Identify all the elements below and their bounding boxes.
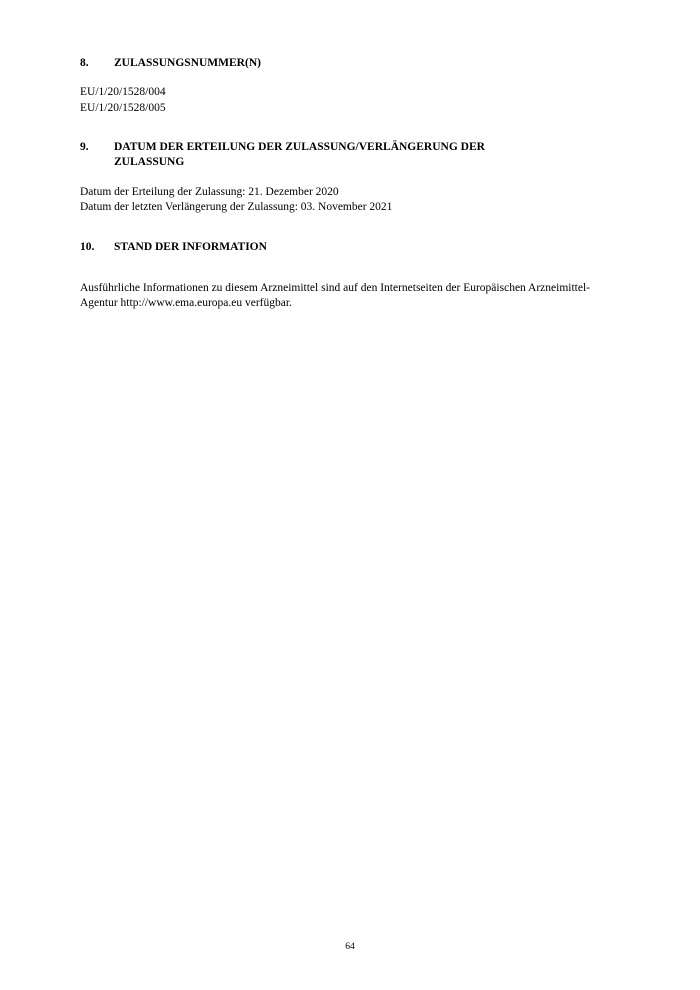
authorisation-number-2: EU/1/20/1528/005 — [80, 101, 166, 114]
section-number: 10. — [80, 240, 95, 253]
spacer — [80, 171, 620, 185]
section-number: 9. — [80, 141, 89, 154]
page-number: 64 — [345, 942, 355, 952]
date-of-first-authorisation: Datum der Erteilung der Zulassung: 21. Dezember 2020 — [80, 185, 339, 198]
section-zulassungsnummer — [80, 56, 620, 116]
section-stand-der-information — [80, 240, 620, 312]
section-heading — [80, 56, 620, 71]
spacer — [80, 71, 620, 85]
section-datum-erteilung — [80, 140, 620, 215]
section-title: DATUM DER ERTEILUNG DER ZULASSUNG/VERLÄNGERUNG DER ZULASSUNG — [114, 141, 485, 169]
section-heading — [80, 140, 620, 170]
date-of-latest-renewal: Datum der letzten Verlängerung der Zulassung: 03. November 2021 — [80, 201, 393, 214]
section-heading — [80, 240, 620, 255]
section-title: ZULASSUNGSNUMMER(N) — [114, 57, 261, 69]
spacer — [80, 216, 620, 240]
authorisation-number-1: EU/1/20/1528/004 — [80, 86, 166, 99]
section-title: STAND DER INFORMATION — [114, 240, 267, 253]
section-number: 8. — [80, 57, 89, 69]
information-paragraph: Ausführliche Informationen zu diesem Arzneimittel sind auf den Internetseiten der Europäischen Arzneimittel-Agentur http://www.ema.europa.eu verfügbar. — [80, 281, 590, 310]
spacer — [80, 116, 620, 140]
spacer — [80, 255, 620, 281]
